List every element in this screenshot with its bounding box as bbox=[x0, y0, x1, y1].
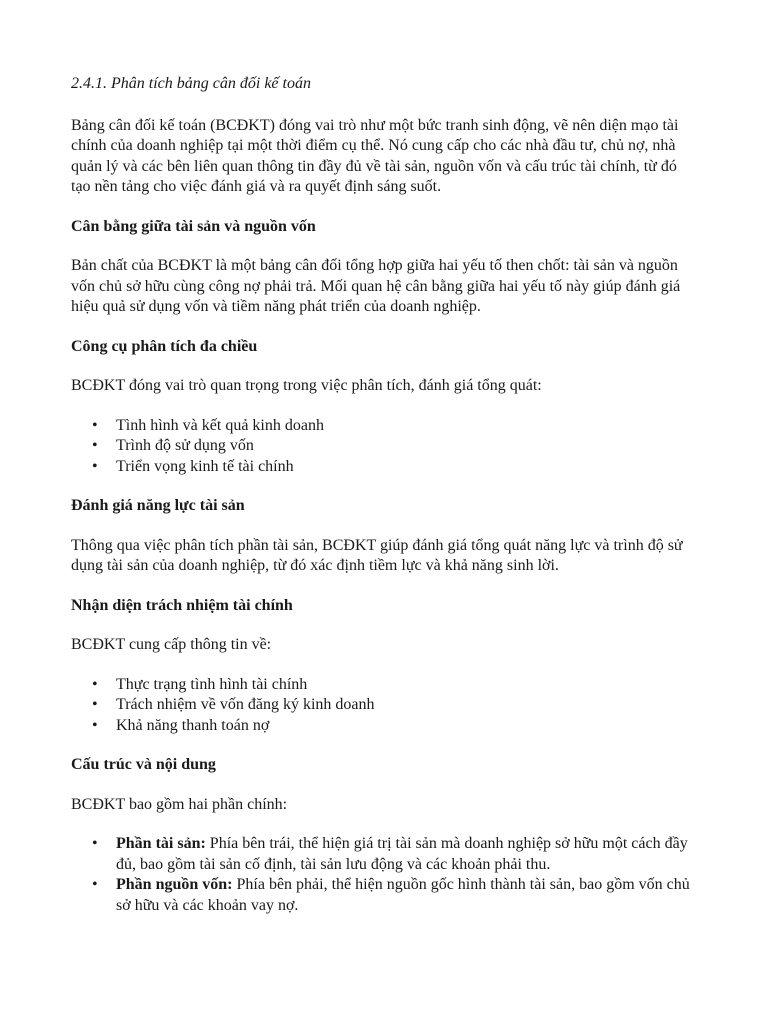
paragraph-balance: Bản chất của BCĐKT là một bảng cân đối tổng hợp giữa hai yếu tố then chốt: tài sản và nguồn vốn chủ sở hữu cùng công nợ phải trả. Mối quan hệ cân bằng giữa hai yếu tố này giúp đánh giá hiệu quả sử dụng vốn và tiềm năng phát triển của doanh nghiệp. bbox=[71, 257, 681, 315]
item-label: Phần tài sản: bbox=[116, 835, 206, 852]
heading-analysis-tool: Công cụ phân tích đa chiều bbox=[71, 337, 258, 355]
list-item bbox=[92, 875, 697, 916]
list-item: • Tình hình và kết quả kinh doanh bbox=[116, 416, 697, 437]
paragraph-financial-responsibility: BCĐKT cung cấp thông tin về: bbox=[71, 636, 272, 653]
bullet-icon: • bbox=[92, 675, 98, 693]
document-page bbox=[71, 74, 697, 935]
list-item: • Khả năng thanh toán nợ bbox=[116, 716, 697, 737]
paragraph-analysis-tool: BCĐKT đóng vai trò quan trọng trong việc phân tích, đánh giá tổng quát: bbox=[71, 377, 542, 394]
list-item: • Trình độ sử dụng vốn bbox=[116, 436, 697, 457]
section-title: 2.4.1. Phân tích bảng cân đối kế toán bbox=[71, 75, 311, 92]
list-item: • Thực trạng tình hình tài chính bbox=[116, 675, 697, 696]
bullet-icon: • bbox=[92, 876, 98, 893]
item-text: Phía bên trái, thể hiện giá trị tài sản mà doanh nghiệp sở hữu một cách đầy đủ, bao gồm tài sản cố định, tài sản lưu động và các khoản phải thu. bbox=[116, 835, 688, 873]
heading-structure: Cấu trúc và nội dung bbox=[71, 756, 216, 773]
intro-paragraph: Bảng cân đối kế toán (BCĐKT) đóng vai trò như một bức tranh sinh động, vẽ nên diện mạo tài chính của doanh nghiệp tại một thời điểm cụ thể. Nó cung cấp cho các nhà đầu tư, chủ nợ, nhà quản lý và các bên liên quan thông tin đầy đủ về tài sản, nguồn vốn và cấu trúc tài chính, từ đó tạo nền tảng cho việc đánh giá và ra quyết định sáng suốt. bbox=[71, 116, 679, 195]
item-label: Phần nguồn vốn: bbox=[116, 876, 233, 893]
heading-asset-capacity: Đánh giá năng lực tài sản bbox=[71, 497, 245, 514]
list-financial-responsibility bbox=[71, 675, 697, 737]
item-text: Phía bên phải, thể hiện nguồn gốc hình thành tài sản, bao gồm vốn chủ sở hữu và các khoản vay nợ. bbox=[116, 876, 690, 914]
bullet-icon: • bbox=[92, 457, 98, 475]
list-structure bbox=[71, 834, 697, 916]
bullet-icon: • bbox=[92, 835, 98, 852]
list-analysis-tool bbox=[71, 416, 697, 478]
heading-financial-responsibility: Nhận diện trách nhiệm tài chính bbox=[71, 596, 293, 614]
bullet-icon: • bbox=[92, 437, 98, 454]
paragraph-structure: BCĐKT bao gồm hai phần chính: bbox=[71, 795, 288, 813]
list-item: • Triển vọng kinh tế tài chính bbox=[116, 457, 697, 478]
list-item bbox=[92, 834, 697, 875]
heading-balance: Cân bằng giữa tài sản và nguồn vốn bbox=[71, 217, 316, 235]
list-item: • Trách nhiệm về vốn đăng ký kinh doanh bbox=[116, 695, 697, 716]
bullet-icon: • bbox=[92, 716, 98, 734]
paragraph-asset-capacity: Thông qua việc phân tích phần tài sản, BCĐKT giúp đánh giá tổng quát năng lực và trình độ sử dụng tài sản của doanh nghiệp, từ đó xác định tiềm lực và khả năng sinh lời. bbox=[71, 536, 683, 574]
bullet-icon: • bbox=[92, 416, 98, 434]
bullet-icon: • bbox=[92, 696, 98, 713]
